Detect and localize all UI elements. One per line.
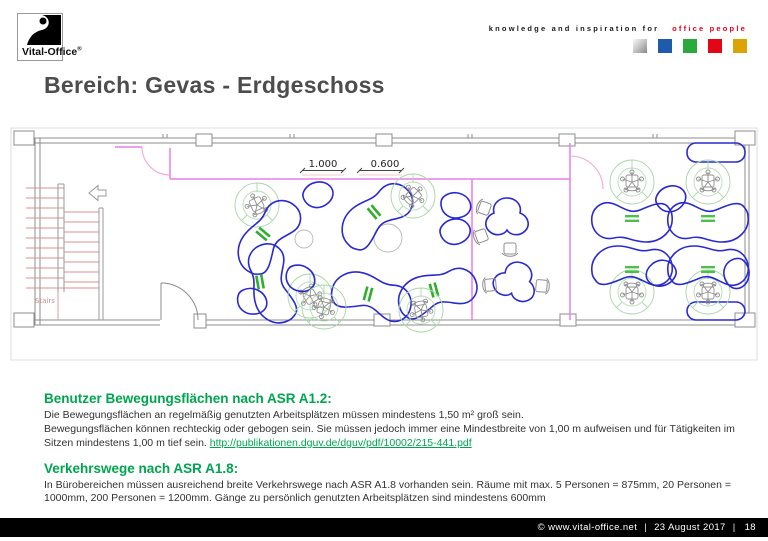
- footer-date: 23 August 2017: [654, 522, 726, 533]
- floor-plan: [8, 124, 760, 364]
- logo-swoosh-icon: [19, 15, 61, 45]
- dimension-annotations: [300, 159, 404, 175]
- registered-mark: ®: [77, 46, 82, 53]
- square-gold-icon: [733, 39, 747, 53]
- section-bewegungsflaechen: [44, 391, 744, 451]
- footer-separator: |: [644, 522, 648, 533]
- tagline-accent: office people: [672, 24, 747, 33]
- door-bottom: [161, 283, 198, 320]
- desk-cluster-right-room: [592, 143, 749, 320]
- meeting-tables: [471, 198, 549, 305]
- section-paragraph: Die Bewegungsflächen an regelmäßig genutzten Arbeitsplätzen müssen mindestens 1,50 m² groß sein.: [44, 409, 524, 421]
- footer-separator: |: [732, 522, 736, 533]
- footer-page-number: 18: [744, 522, 756, 533]
- tagline-text: knowledge and inspiration for: [488, 24, 660, 33]
- text-sections: [44, 391, 744, 506]
- square-blue-icon: [658, 39, 672, 53]
- dimension-0600: 0.600: [370, 159, 400, 170]
- brand-color-squares: [633, 39, 747, 53]
- section-paragraph: In Bürobereichen müssen ausreichend breite Verkehrswege nach ASR A1.8 vorhanden sein. Räume mit max. 5 Personen = 875mm, 20 Personen = 1000mm, 200 Personen = 1200mm. Gänge zu persönlich genutzten Arbeitsplätzen sind mindestens 600mm: [44, 478, 731, 505]
- staircase: [26, 184, 103, 320]
- arrow-left-icon: [89, 186, 106, 201]
- square-silver-icon: [633, 39, 647, 53]
- section-heading: Benutzer Bewegungsflächen nach ASR A1.2:: [44, 391, 332, 406]
- vital-office-logo: [17, 13, 82, 61]
- dimension-1000: 1.000: [308, 159, 338, 170]
- logo-wordmark: Vital-Office®: [22, 46, 82, 58]
- dguv-pdf-link[interactable]: http://publikationen.dguv.de/dguv/pdf/10002/215-441.pdf: [209, 436, 472, 449]
- section-paragraph-text: Bewegungsflächen können rechteckig oder gebogen sein. Sie müssen jedoch immer eine Mindestbreite von 1,00 m aufweisen und für Tätigkeiten im Sitzen mindestens 1,00 m tief sein.: [44, 422, 735, 449]
- footer-bar: [0, 518, 768, 537]
- section-verkehrswege: [44, 461, 744, 507]
- stairs-label: Stairs: [35, 297, 55, 305]
- square-green-icon: [683, 39, 697, 53]
- footer-copyright: © www.vital-office.net: [537, 522, 638, 533]
- page-title: Bereich: Gevas - Erdgeschoss: [44, 72, 385, 98]
- desk-cluster-top-middle: [300, 174, 473, 256]
- section-heading: Verkehrswege nach ASR A1.8:: [44, 460, 239, 476]
- section-paragraph: [44, 423, 744, 451]
- square-red-icon: [708, 39, 722, 53]
- brand-tagline: [489, 24, 747, 33]
